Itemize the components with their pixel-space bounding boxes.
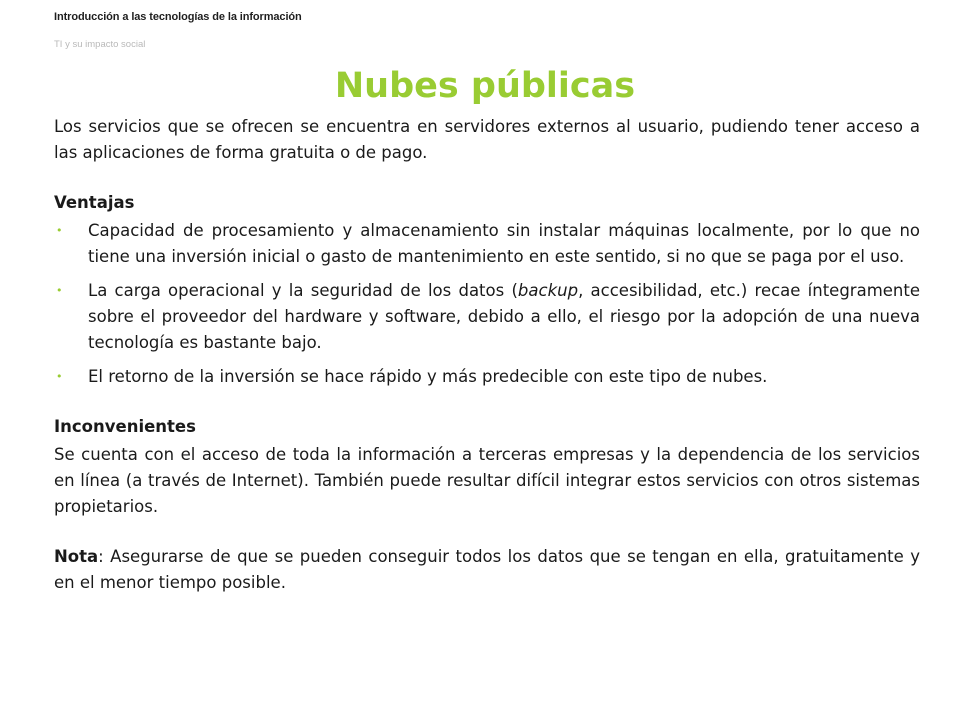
ventajas-heading: Ventajas — [54, 193, 135, 212]
slide-content — [54, 114, 920, 596]
slide-title: Nubes públicas — [334, 66, 636, 106]
ventajas-item-text: El retorno de la inversión se hace rápido y más predecible con este tipo de nubes. — [88, 367, 768, 386]
inconvenientes-heading: Inconvenientes — [54, 417, 196, 436]
ventajas-item-text-before: La carga operacional y la seguridad de los datos ( — [88, 281, 518, 300]
ventajas-item — [54, 278, 920, 356]
bullet-icon: • — [56, 370, 63, 383]
course-subtitle: TI y su impacto social — [54, 39, 146, 50]
ventajas-item — [54, 364, 920, 390]
ventajas-item — [54, 218, 920, 270]
note-label: Nota — [54, 547, 99, 566]
intro-paragraph: Los servicios que se ofrecen se encuentra en servidores externos al usuario, pudiendo tener acceso a las aplicaciones de forma gratuita o de pago. — [54, 117, 920, 162]
ventajas-item-text: Capacidad de procesamiento y almacenamiento sin instalar máquinas localmente, por lo que no tiene una inversión inicial o gasto de mantenimiento en este sentido, si no que se paga por el uso. — [88, 221, 920, 266]
ventajas-list — [54, 218, 920, 390]
bullet-icon: • — [56, 224, 63, 237]
ventajas-item-text-after: , accesibilidad, etc.) recae íntegramente sobre el proveedor del hardware y software, debido a ello, el riesgo por la adopción de una nueva tecnología es bastante bajo. — [88, 281, 920, 352]
note-paragraph — [54, 544, 920, 596]
course-title: Introducción a las tecnologías de la información — [54, 11, 302, 23]
ventajas-item-text — [88, 281, 920, 352]
backup-emphasis: backup — [517, 281, 579, 300]
bullet-icon: • — [56, 284, 63, 297]
note-text: : Asegurarse de que se pueden conseguir todos los datos que se tengan en ella, gratuitamente y en el menor tiempo posible. — [54, 547, 920, 592]
inconvenientes-paragraph: Se cuenta con el acceso de toda la información a terceras empresas y la dependencia de los servicios en línea (a través de Internet). También puede resultar difícil integrar estos servicios con otros sistemas propietarios. — [54, 445, 920, 516]
